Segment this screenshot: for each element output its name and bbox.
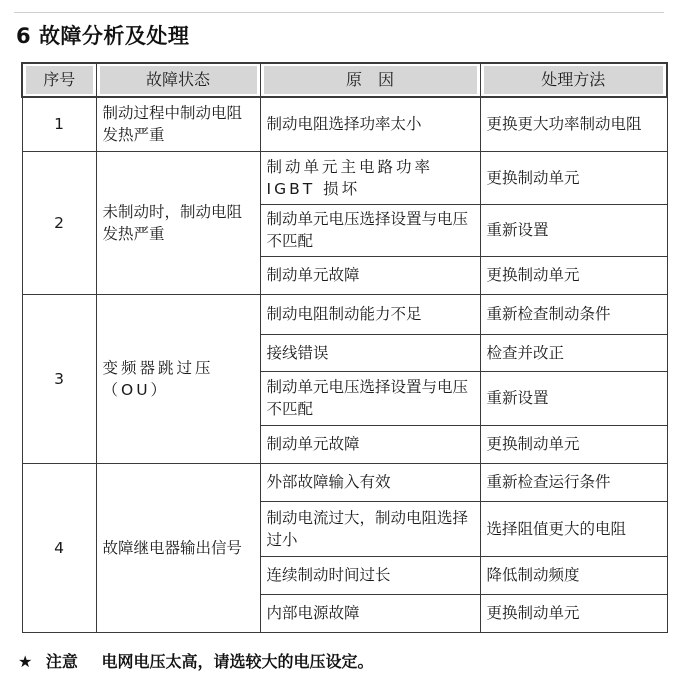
fault-number: 1 [22, 97, 96, 151]
top-divider [14, 12, 664, 13]
caution-note [18, 649, 374, 672]
fault-table-header [22, 63, 667, 97]
caution-text: 电网电压太高，请选较大的电压设定。 [101, 652, 374, 671]
fault-solution: 更换制动单元 [480, 425, 667, 463]
fault-number: 2 [22, 151, 96, 294]
table-row [22, 97, 667, 151]
table-row [22, 294, 667, 334]
header-no: 序号 [22, 63, 96, 97]
fault-solution: 重新检查制动条件 [480, 294, 667, 334]
section-title: 故障分析及处理 [38, 24, 190, 48]
fault-state: 故障继电器输出信号 [96, 463, 260, 632]
fault-solution: 重新设置 [480, 371, 667, 425]
fault-number: 4 [22, 463, 96, 632]
fault-cause: 外部故障输入有效 [260, 463, 480, 501]
fault-solution: 更换制动单元 [480, 594, 667, 632]
fault-cause: 制动电阻制动能力不足 [260, 294, 480, 334]
fault-table-body [22, 97, 667, 632]
fault-solution: 更换更大功率制动电阻 [480, 97, 667, 151]
fault-solution: 重新检查运行条件 [480, 463, 667, 501]
fault-cause: 制动单元电压选择设置与电压不匹配 [260, 371, 480, 425]
section-heading [16, 20, 189, 50]
fault-solution: 降低制动频度 [480, 556, 667, 594]
header-cause: 原 因 [260, 63, 480, 97]
fault-cause: 制动单元主电路功率IGBT 损坏 [260, 151, 480, 204]
fault-solution: 检查并改正 [480, 334, 667, 371]
section-number: 6 [16, 24, 32, 48]
fault-cause: 制动单元故障 [260, 256, 480, 294]
fault-state: 未制动时，制动电阻发热严重 [96, 151, 260, 294]
fault-state: 变频器跳过压（OU） [96, 294, 260, 463]
header-solution: 处理方法 [480, 63, 667, 97]
fault-cause: 制动电流过大，制动电阻选择过小 [260, 501, 480, 556]
fault-cause: 接线错误 [260, 334, 480, 371]
fault-cause: 制动单元电压选择设置与电压不匹配 [260, 204, 480, 256]
fault-solution: 重新设置 [480, 204, 667, 256]
fault-state: 制动过程中制动电阻发热严重 [96, 97, 260, 151]
star-icon: ★ [18, 652, 33, 671]
fault-cause: 制动单元故障 [260, 425, 480, 463]
fault-cause: 连续制动时间过长 [260, 556, 480, 594]
caution-label: 注意 [45, 652, 78, 671]
fault-number: 3 [22, 294, 96, 463]
header-state: 故障状态 [96, 63, 260, 97]
fault-solution: 更换制动单元 [480, 256, 667, 294]
table-row [22, 151, 667, 204]
fault-cause: 制动电阻选择功率太小 [260, 97, 480, 151]
fault-cause: 内部电源故障 [260, 594, 480, 632]
fault-solution: 更换制动单元 [480, 151, 667, 204]
fault-solution: 选择阻值更大的电阻 [480, 501, 667, 556]
table-row [22, 463, 667, 501]
fault-table [21, 62, 668, 633]
